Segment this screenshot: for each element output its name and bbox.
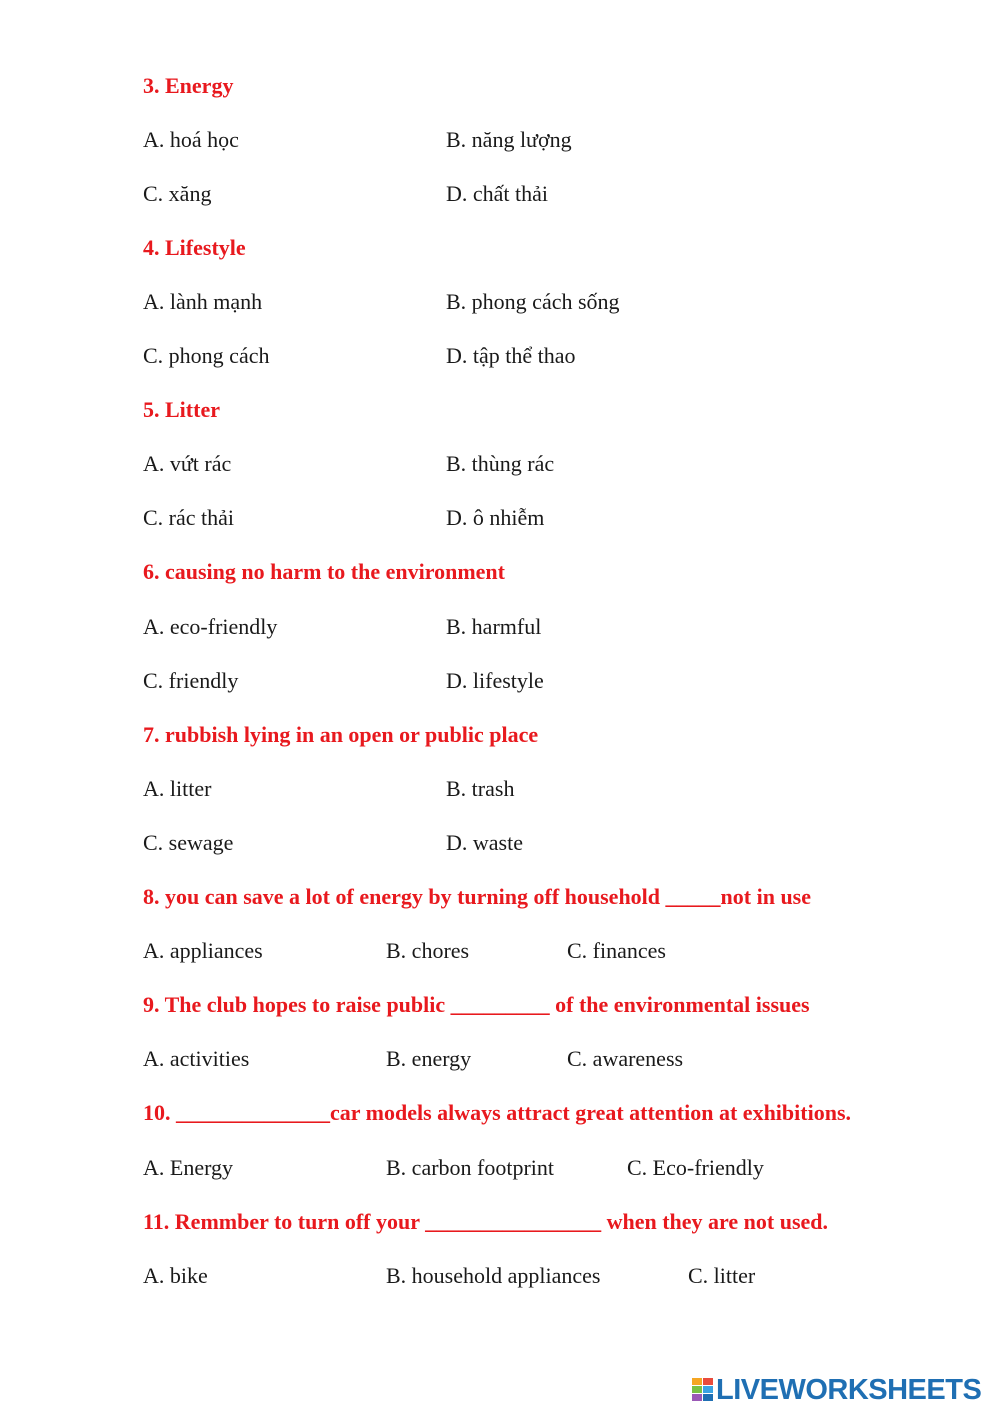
answer-option[interactable]: C. Eco-friendly [627, 1155, 764, 1180]
answer-option[interactable]: B. trash [446, 776, 515, 801]
answer-option[interactable]: D. chất thải [446, 181, 549, 206]
question-title: 10. ______________car models always attract great attention at exhibitions. [143, 1100, 852, 1125]
answer-option[interactable]: B. harmful [446, 614, 542, 639]
answer-option[interactable]: C. friendly [143, 668, 239, 693]
answer-option[interactable]: B. thùng rác [446, 451, 555, 476]
question-title: 4. Lifestyle [143, 235, 246, 260]
answer-option[interactable]: A. appliances [143, 938, 263, 963]
answer-option[interactable]: C. awareness [567, 1046, 684, 1071]
answer-option[interactable]: A. activities [143, 1046, 250, 1071]
answer-option[interactable]: C. litter [688, 1263, 756, 1288]
answer-option[interactable]: C. finances [567, 938, 666, 963]
question-title: 6. causing no harm to the environment [143, 559, 505, 584]
answer-option[interactable]: D. ô nhiễm [446, 505, 545, 530]
brand-name: LIVEWORKSHEETS [716, 1373, 982, 1406]
answer-option[interactable]: A. lành mạnh [143, 289, 263, 314]
question-title: 11. Remmber to turn off your ________________ when they are not used. [143, 1209, 829, 1234]
answer-option[interactable]: A. bike [143, 1263, 208, 1288]
question-title: 7. rubbish lying in an open or public place [143, 722, 539, 747]
answer-option[interactable]: B. chores [386, 938, 470, 963]
question-title: 3. Energy [143, 73, 234, 98]
question-title: 8. you can save a lot of energy by turning off household _____not in use [143, 884, 812, 909]
answer-option[interactable]: B. phong cách sống [446, 289, 620, 314]
answer-option[interactable]: A. litter [143, 776, 212, 801]
answer-option[interactable]: D. tập thể thao [446, 343, 576, 368]
answer-option[interactable]: D. waste [446, 830, 523, 855]
answer-option[interactable]: A. hoá học [143, 127, 239, 152]
liveworksheets-logo [692, 1373, 981, 1407]
answer-option[interactable]: B. household appliances [386, 1263, 601, 1288]
answer-option[interactable]: A. eco-friendly [143, 614, 278, 639]
liveworksheets-logo-icon [692, 1378, 714, 1402]
answer-option[interactable]: C. sewage [143, 830, 234, 855]
question-title: 5. Litter [143, 397, 220, 422]
answer-option[interactable]: C. phong cách [143, 343, 270, 368]
answer-option[interactable]: C. rác thải [143, 505, 235, 530]
question-title: 9. The club hopes to raise public _________ of the environmental issues [143, 992, 810, 1017]
answer-option[interactable]: B. carbon footprint [386, 1155, 555, 1180]
answer-option[interactable]: B. năng lượng [446, 127, 572, 152]
answer-option[interactable]: A. Energy [143, 1155, 234, 1180]
answer-option[interactable]: A. vứt rác [143, 451, 232, 476]
answer-option[interactable]: C. xăng [143, 181, 212, 206]
answer-option[interactable]: B. energy [386, 1046, 472, 1071]
answer-option[interactable]: D. lifestyle [446, 668, 544, 693]
